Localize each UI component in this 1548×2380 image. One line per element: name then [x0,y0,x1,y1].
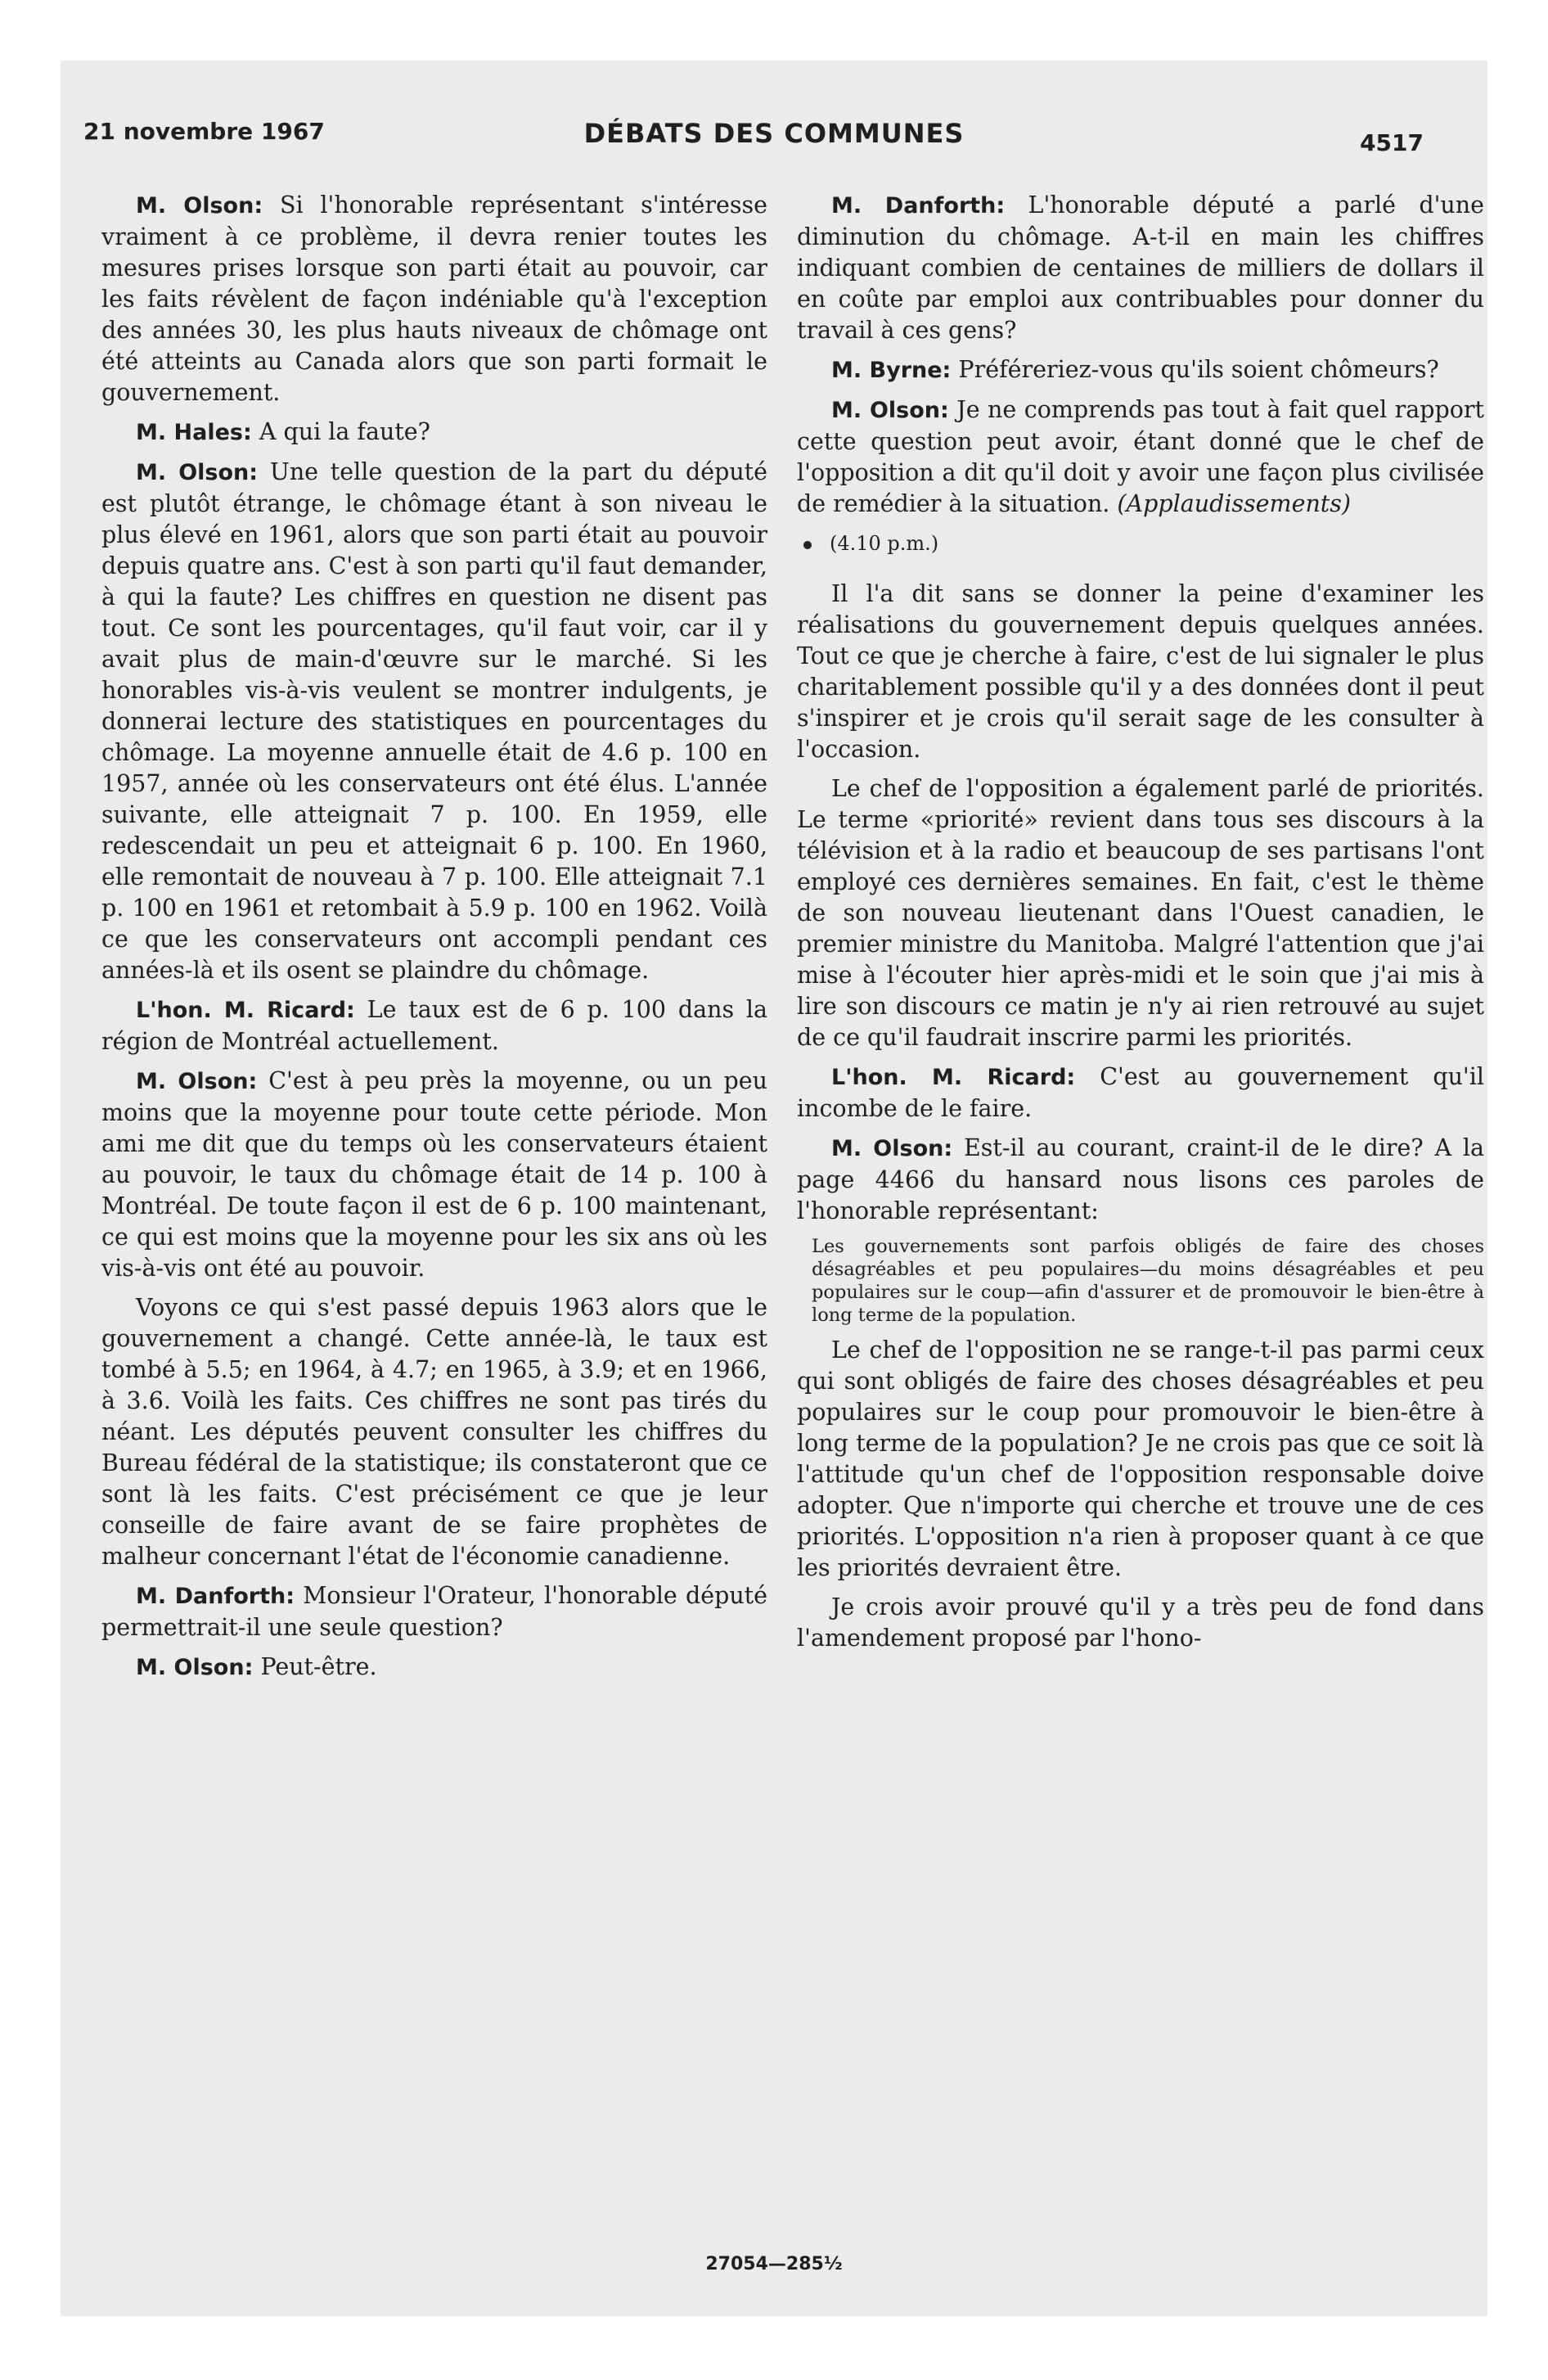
paragraph [101,994,767,1057]
speech-text: Voyons ce qui s'est passé depuis 1963 alors que le gouvernement a changé. Cette année-là, le taux est tombé à 5.5; en 1964, à 4.7; en 1965, à 3.9; et en 1966, à 3.6. Voilà les faits. Ces chiffres ne sont pas tirés du néant. Les députés peuvent consulter les chiffres du Bureau fédéral de la statistique; ils constateront que ce sont là les faits. C'est précisément ce que je leur conseille de faire avant de se faire prophètes de malheur concernant l'état de l'économie canadienne. [101,1294,767,1570]
speaker-name: L'hon. M. Ricard: [831,1065,1076,1090]
speaker-name: M. Byrne: [831,358,952,383]
paragraph [101,190,767,408]
speech-text: Le chef de l'opposition ne se range-t-il pas parmi ceux qui sont obligés de faire des choses désagréables et peu populaires sur le coup pour promouvoir le bien-être à long terme de la population? Je ne crois pas que ce soit là l'attitude qu'un chef de l'opposition responsable doive adopter. Que n'importe qui cherche et trouve une de ces priorités. L'opposition n'a rien à proposer quant à ce que les priorités devraient être. [797,1336,1484,1581]
page-footer: 27054—285½ [705,2254,843,2274]
left-column [101,190,767,1692]
speech-text: Préféreriez-vous qu'ils soient chômeurs? [958,356,1439,383]
paragraph [797,1335,1484,1584]
paragraph [797,394,1484,520]
speaker-name: M. Olson: [831,1136,953,1161]
speech-text: Le chef de l'opposition a également parlé de priorités. Le terme «priorité» revient dans tous ses discours à la télévision et à la radio et beaucoup de ses partisans l'ont employé ces dernières semaines. En fait, c'est le thème de son nouveau lieutenant dans l'Ouest canadien, le premier ministre du Manitoba. Malgré l'attention que j'ai mise à l'écouter hier après-midi et le soin que j'ai mis à lire son discours ce matin je n'y ai rien retrouvé au sujet de ce qu'il faudrait inscrire parmi les priorités. [797,775,1484,1051]
paragraph [101,457,767,986]
page-number: 4517 [1360,129,1424,156]
header-title: DÉBATS DES COMMUNES [583,118,965,149]
paragraph [101,417,767,449]
page-header [61,118,1487,167]
speaker-name: M. Olson: [136,460,259,485]
paragraph [797,190,1484,346]
time-text: (4.10 p.m.) [830,532,939,555]
time-marker [803,528,1484,559]
speaker-name: M. Danforth: [831,193,1006,219]
paragraph [797,1133,1484,1227]
block-quote: Les gouvernements sont parfois obligés de faire des choses désagréables et peu populaires—du moins désagréables et peu populaires sur le coup—afin d'assurer et de promouvoir le bien-être à long terme de la population. [812,1236,1484,1326]
speaker-name: M. Olson: [831,398,949,423]
speech-text: C'est au gouvernement qu'il incombe de le faire. [797,1063,1484,1122]
speech-text: Monsieur l'Orateur, l'honorable député permettrait-il une seule question? [101,1582,767,1641]
speaker-name: M. Olson: [136,1655,254,1680]
paragraph [797,579,1484,765]
header-date: 21 novembre 1967 [83,118,325,145]
paragraph [797,1062,1484,1125]
speech-text: A qui la faute? [259,418,430,445]
italic-annotation: (Applaudissements) [1117,490,1351,517]
speech-text: Le taux est de 6 p. 100 dans la région de Montréal actuellement. [101,996,767,1055]
paragraph [101,1292,767,1572]
speech-text: L'honorable député a parlé d'une diminution du chômage. A-t-il en main les chiffres indiquant combien de centaines de milliers de dollars il en coûte par emploi aux contribuables pour donner du travail à ces gens? [797,192,1484,344]
speaker-name: M. Hales: [136,420,252,445]
speech-text: Je crois avoir prouvé qu'il y a très peu de fond dans l'amendement proposé par l'hono- [797,1593,1484,1652]
speech-text: Je ne comprends pas tout à fait quel rapport cette question peut avoir, étant donné que le chef de l'opposition a dit qu'il doit y avoir une façon plus civilisée de remédier à la situation. [797,396,1485,517]
document-page [61,61,1487,2316]
speaker-name: L'hon. M. Ricard: [136,998,355,1023]
speech-text: Est-il au courant, craint-il de le dire? A la page 4466 du hansard nous lisons ces paroles de l'honorable représentant: [797,1134,1485,1224]
paragraph [101,1066,767,1284]
paragraph [101,1580,767,1643]
speaker-name: M. Olson: [136,1069,258,1094]
paragraph [797,773,1484,1053]
speaker-name: M. Danforth: [136,1584,295,1609]
speech-text: Il l'a dit sans se donner la peine d'examiner les réalisations du gouvernement depuis quelques années. Tout ce que je cherche à faire, c'est de lui signaler le plus charitablement possible qu'il y a des données dont il peut s'inspirer et je crois qu'il serait sage de les consulter à l'occasion. [797,580,1484,763]
speech-text: Peut-être. [260,1653,377,1680]
bullet-dot-icon [803,541,812,549]
right-column [797,190,1484,1662]
speech-text: Si l'honorable représentant s'intéresse vraiment à ce problème, il devra renier toutes les mesures prises lorsque son parti était au pouvoir, car les faits révèlent de façon indéniable qu'à l'exception des années 30, les plus hauts niveaux de chômage ont été atteints au Canada alors que son parti formait le gouvernement. [101,192,767,406]
paragraph [797,354,1484,386]
speaker-name: M. Olson: [136,193,263,219]
paragraph [101,1652,767,1684]
speech-text: C'est à peu près la moyenne, ou un peu moins que la moyenne pour toute cette période. Mon ami me dit que du temps où les conservateurs étaient au pouvoir, le taux du chômage était de 14 p. 100 à Montréal. De toute façon il est de 6 p. 100 maintenant, ce qui est moins que la moyenne pour les six ans où les vis-à-vis ont été au pouvoir. [101,1067,767,1282]
paragraph [797,1592,1484,1654]
speech-text: Une telle question de la part du député est plutôt étrange, le chômage étant à son niveau le plus élevé en 1961, alors que son parti était au pouvoir depuis quatre ans. C'est à son parti qu'il faut demander, à qui la faute? Les chiffres en question ne disent pas tout. Ce sont les pourcentages, qu'il faut voir, car il y avait plus de main-d'œuvre sur le marché. Si les honorables vis-à-vis veulent se montrer indulgents, je donnerai lecture des statistiques en pourcentages du chômage. La moyenne annuelle était de 4.6 p. 100 en 1957, année où les conservateurs ont été élus. L'année suivante, elle atteignait 7 p. 100. En 1959, elle redescendait un peu et atteignait 6 p. 100. En 1960, elle remontait de nouveau à 7 p. 100. Elle atteignait 7.1 p. 100 en 1961 et retombait à 5.9 p. 100 en 1962. Voilà ce que les conservateurs ont accompli pendant ces années-là et ils osent se plaindre du chômage. [101,458,768,984]
